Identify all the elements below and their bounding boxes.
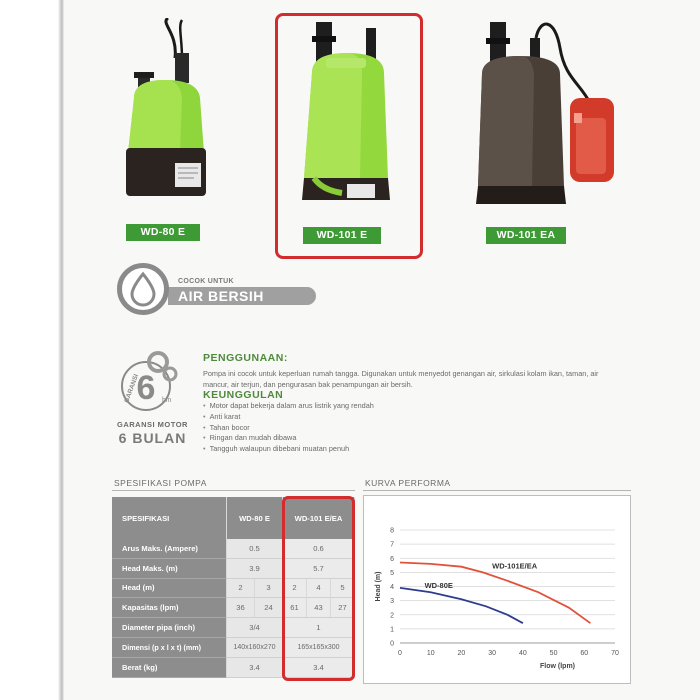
cell-value: 1 — [283, 618, 355, 638]
cell-value: 27 — [331, 598, 355, 618]
cell-value: 36 — [227, 598, 255, 618]
chart-frame — [364, 496, 631, 684]
x-tick-label: 30 — [488, 650, 497, 657]
badge-small-text: COCOK UNTUK — [178, 278, 234, 285]
advantage-item: • Tangguh walaupun dibebani muatan penuh — [203, 444, 374, 455]
svg-text:GARANSI: GARANSI — [123, 373, 141, 404]
pump-wd101ea-image — [470, 18, 620, 218]
spec-header-wd80e: WD-80 E — [227, 497, 283, 539]
pump-wd101e-image — [292, 18, 402, 218]
y-tick-label: 8 — [390, 527, 394, 535]
y-tick-label: 0 — [390, 640, 394, 648]
cell-value: 165x165x300 — [283, 638, 355, 658]
spec-header-wd101e: WD-101 E/EA — [283, 497, 355, 539]
row-label: Head (m) — [112, 579, 227, 599]
x-tick-label: 60 — [580, 650, 589, 657]
cell-value: 43 — [307, 598, 331, 618]
y-tick-label: 7 — [390, 541, 394, 549]
x-tick-label: 10 — [426, 650, 435, 657]
cell-value: 3.9 — [227, 559, 283, 579]
water-drop-badge — [117, 263, 169, 315]
warranty-number: 6 — [136, 369, 156, 407]
warranty-months-label: 6 BULAN — [118, 430, 187, 446]
cell-value: 61 — [283, 598, 307, 618]
cell-value: 3 — [255, 579, 283, 599]
performance-chart — [363, 495, 631, 685]
cell-value: 2 — [227, 579, 255, 599]
badge-big-text: AIR BERSIH — [178, 288, 264, 304]
page-binding-edge — [0, 0, 64, 700]
advantage-item: • Motor dapat bekerja dalam arus listrik yang rendah — [203, 401, 374, 412]
cell-value: 3/4 — [227, 618, 283, 638]
advantage-item: • Tahan bocor — [203, 423, 374, 434]
product-label-wd101ea: WD-101 EA — [486, 227, 566, 244]
cell-value: 0.6 — [283, 539, 355, 559]
row-label: Kapasitas (lpm) — [112, 598, 227, 618]
usage-text: Pompa ini cocok untuk keperluan rumah tangga. Digunakan untuk menyedot genangan air, sirkulasi kolam ikan, taman, air mancur, air terjun, dan pengurasan bak penampungan air bersih. — [203, 369, 599, 389]
row-label: Dimensi (p x l x t) (mm) — [112, 638, 227, 658]
spec-header-label: SPESIFIKASI — [112, 497, 227, 539]
row-label: Head Maks. (m) — [112, 559, 227, 579]
y-axis-label: Head (m) — [375, 571, 382, 602]
y-tick-label: 2 — [390, 612, 394, 620]
curve-section-title: KURVA PERFORMA — [365, 478, 451, 488]
cell-value: 3.4 — [227, 658, 283, 678]
x-tick-label: 70 — [611, 650, 619, 657]
series-label: WD-101E/EA — [492, 561, 538, 571]
cell-value: 5 — [331, 579, 355, 599]
y-tick-label: 6 — [390, 555, 394, 563]
x-tick-label: 0 — [398, 650, 402, 657]
cell-value: 0.5 — [227, 539, 283, 559]
usage-title: PENGGUNAAN: — [203, 352, 288, 364]
row-label: Diameter pipa (inch) — [112, 618, 227, 638]
y-tick-label: 3 — [390, 598, 394, 606]
cell-value: 140x160x270 — [227, 638, 283, 658]
performance-chart-svg — [363, 495, 631, 685]
y-tick-label: 1 — [390, 626, 394, 634]
row-label: Berat (kg) — [112, 658, 227, 678]
pump-wd80e-image — [120, 18, 210, 208]
cell-value: 4 — [307, 579, 331, 599]
cell-value: 5.7 — [283, 559, 355, 579]
warranty-motor-label: GARANSI MOTOR — [117, 420, 188, 429]
y-tick-label: 5 — [390, 569, 394, 577]
spec-section-title: SPESIFIKASI POMPA — [114, 478, 207, 488]
product-label-wd101e: WD-101 E — [303, 227, 381, 244]
x-tick-label: 50 — [549, 650, 558, 657]
series-label: WD-80E — [424, 581, 453, 591]
advantages-list — [203, 401, 374, 455]
spec-section-divider — [112, 490, 355, 491]
row-label: Arus Maks. (Ampere) — [112, 539, 227, 559]
cell-value: 2 — [283, 579, 307, 599]
wd101-column-highlight — [282, 496, 355, 681]
x-tick-label: 20 — [457, 650, 466, 657]
cell-value: 24 — [255, 598, 283, 618]
cell-value: 3.4 — [283, 658, 355, 678]
product-label-wd80e: WD-80 E — [126, 224, 200, 241]
svg-text:bln: bln — [162, 397, 172, 404]
curve-section-divider — [363, 490, 631, 491]
x-axis-label: Flow (lpm) — [540, 663, 575, 670]
x-tick-label: 40 — [518, 650, 527, 657]
water-drop-icon — [122, 268, 164, 310]
y-tick-label: 4 — [390, 584, 394, 591]
advantage-item: • Ringan dan mudah dibawa — [203, 433, 374, 444]
advantage-item: • Anti karat — [203, 412, 374, 423]
advantages-title: KEUNGGULAN — [203, 389, 284, 401]
